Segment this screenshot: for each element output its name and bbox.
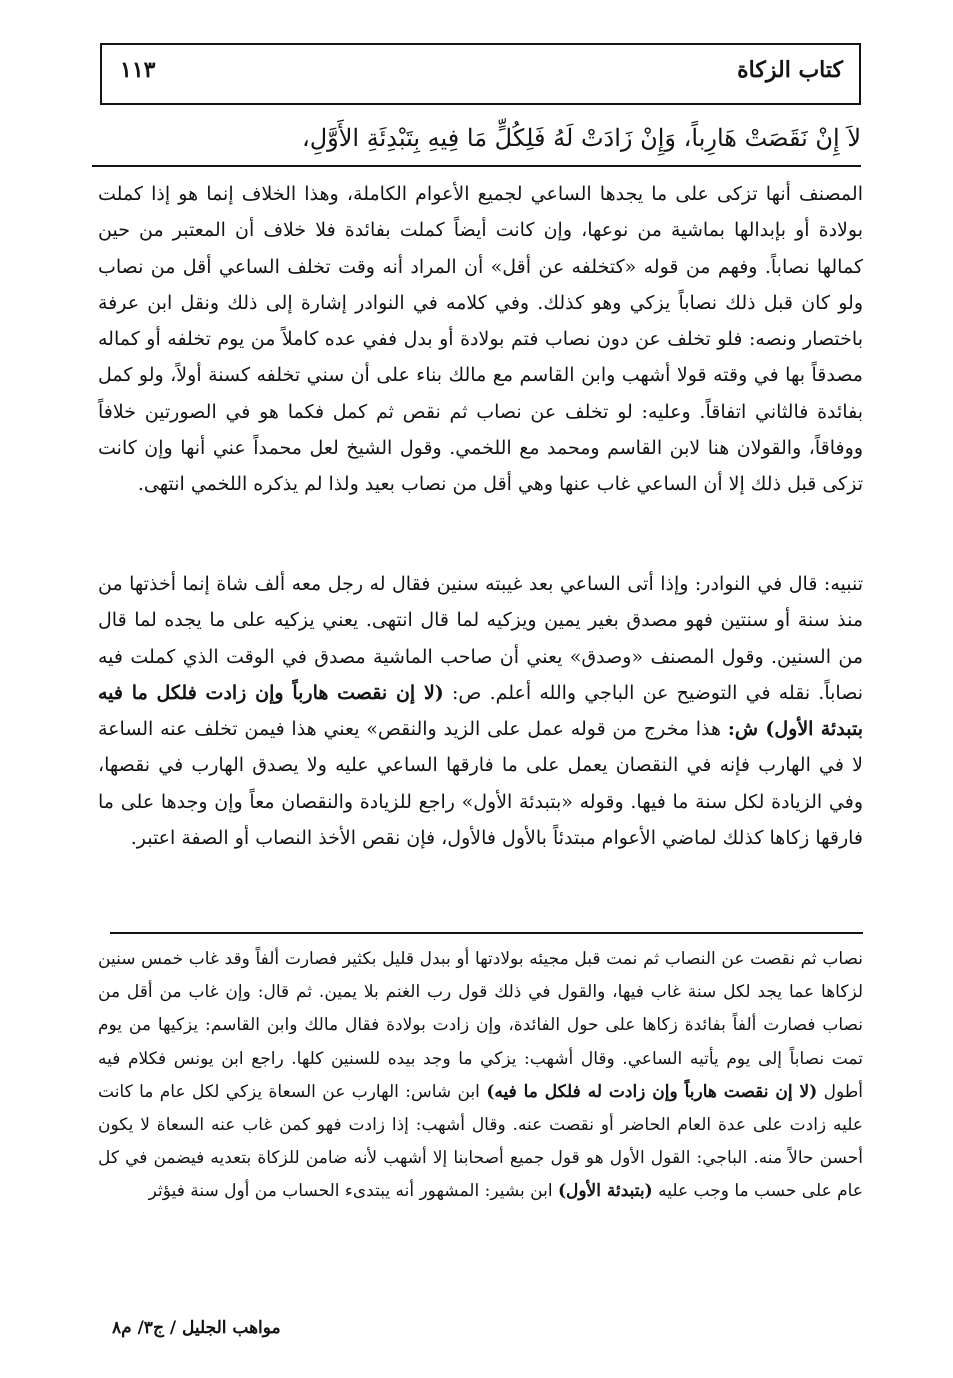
footnote-block [98, 943, 863, 1209]
matn-quote-bold: (لا إن نقصت هارباً وإن زادت فلكل ما فيه بتبدئة الأول) ش: [98, 681, 863, 741]
matn-text-line: لاَ إِنْ نَقَصَتْ هَارِباً، وَإِنْ زَادَتْ لَهُ فَلِكُلٍّ مَا فِيهِ بِتَبْدِئَةِ الأَوَّلِ، [301, 124, 861, 152]
footnote-text-start: نصاب ثم نقصت عن النصاب ثم نمت قبل مجيئه بولادتها أو ببدل قليل بكثير فصارت ألفاً وقد غاب خمس سنين لزكاها عما يجد لكل سنة غاب فيها، والقول في ذلك قول رب الغنم بلا يمين. ثم قال: وإن غاب من أقل من نصاب فصارت ألفاً بفائدة زكاها على حول الفائدة، وإن زادت بولادة فقال مالك وابن القاسم: يزكيها من يوم تمت نصاباً إلى يوم يأتيه الساعي. وقال أشهب: يزكي ما وجد بيده للسنين كلها. راجع ابن يونس فكلام فيه أطول [98, 949, 864, 1102]
commentary-paragraph-2 [98, 566, 863, 856]
footnote-quote-bold-2: (بتبدئة الأول) [557, 1181, 653, 1202]
paragraph-2-text-end: هذا مخرج من قوله عمل على الزيد والنقص» يعني هذا فيمن تخلف عنه الساعة لا في الهارب فإنه في النقصان يعمل على ما فارقها الساعي عليه ولا يصدق الهارب في نقصها، وفي الزيادة لكل سنة ما فيها. وقوله «بتبدئة الأول» راجع للزيادة والنقصان معاً وإن وجدها على ما فارقها زكاها كذلك لماضي الأعوام مبتدئاً بالأول فالأول، فإن نقص الأخذ النصاب أو الصفة اعتبر. [98, 718, 863, 850]
running-header [100, 43, 861, 105]
book-chapter-title: كتاب الزكاة [737, 57, 843, 83]
commentary-paragraph-1: المصنف أنها تزكى على ما يجدها الساعي لجميع الأعوام الكاملة، وهذا الخلاف إنما هو إذا كملت بولادة أو بإبدالها بماشية من نوعها، وإن كانت أيضاً كملت بفائدة فلا خلاف أن المعتبر من حين كمالها نصاباً. وفهم من قوله «كتخلفه عن أقل» أن المراد أنه وقت تخلف الساعي أقل من نصاب ولو كان قبل ذلك نصاباً يزكي وهو كذلك. وفي كلامه في النوادر إشارة إلى ذلك ونقل ابن عرفة باختصار ونصه: فلو تخلف عن دون نصاب فتم بولادة أو بدل ففي عده كاملاً من يوم تخلفه أو كماله مصدقاً بها في وقته قولا أشهب وابن القاسم مع مالك بناء على أن سني تخلفه كسنة أولاً، ولو كمل بفائدة فالثاني اتفاقاً. وعليه: لو تخلف عن نصاب ثم نقص ثم كمل فكما هو في الصورتين خلافاً ووفاقاً، والقولان هنا لابن القاسم ومحمد مع اللخمي. وقول الشيخ لعل محمداً عني أنها وإن كانت تزكى قبل ذلك إلا أن الساعي غاب عنها وهي أقل من نصاب بعيد ولذا لم يذكره اللخمي انتهى. [98, 183, 863, 496]
matn-divider [92, 165, 861, 167]
footer-signature: مواهب الجليل / ج٣/ م٨ [112, 1318, 281, 1338]
footnote-quote-bold-1: (لا إن نقصت هارباً وإن زادت له فلكل ما فيه) [486, 1081, 818, 1102]
paragraph-2-text-start: تنبيه: قال في النوادر: وإذا أتى الساعي بعد غيبته سنين فقال له رجل معه ألف شاة إنما أخذتها من منذ سنة أو سنتين فهو مصدق بغير يمين ويزكيه لما قال انتهى. يعني يزكيه على ما يجده لما قال من السنين. وقول المصنف «وصدق» يعني أن صاحب الماشية مصدق في الوقت الذي كملت فيه نصاباً. نقله في التوضيح عن الباجي والله أعلم. ص: [98, 573, 863, 704]
page-number: ١١٣ [120, 57, 156, 83]
footnote-text-end: ابن بشير: المشهور أنه يبتدىء الحساب من أول سنة فيؤثر [148, 1181, 553, 1202]
footnote-divider [110, 932, 863, 934]
footnote-text-middle: ابن شاس: الهارب عن السعاة يزكي لكل عام ما كانت عليه زادت على عدة العام الحاضر أو نقصت عنه. وقال أشهب: إذا زادت فهو كمن غاب عنه السعاة لا يكون أحسن حالاً منه. الباجي: القول الأول هو قول جميع أصحابنا إلا أشهب لأنه ضامن للزكاة بتعديه فيضمن في كل عام على حسب ما وجب عليه [98, 1081, 863, 1202]
